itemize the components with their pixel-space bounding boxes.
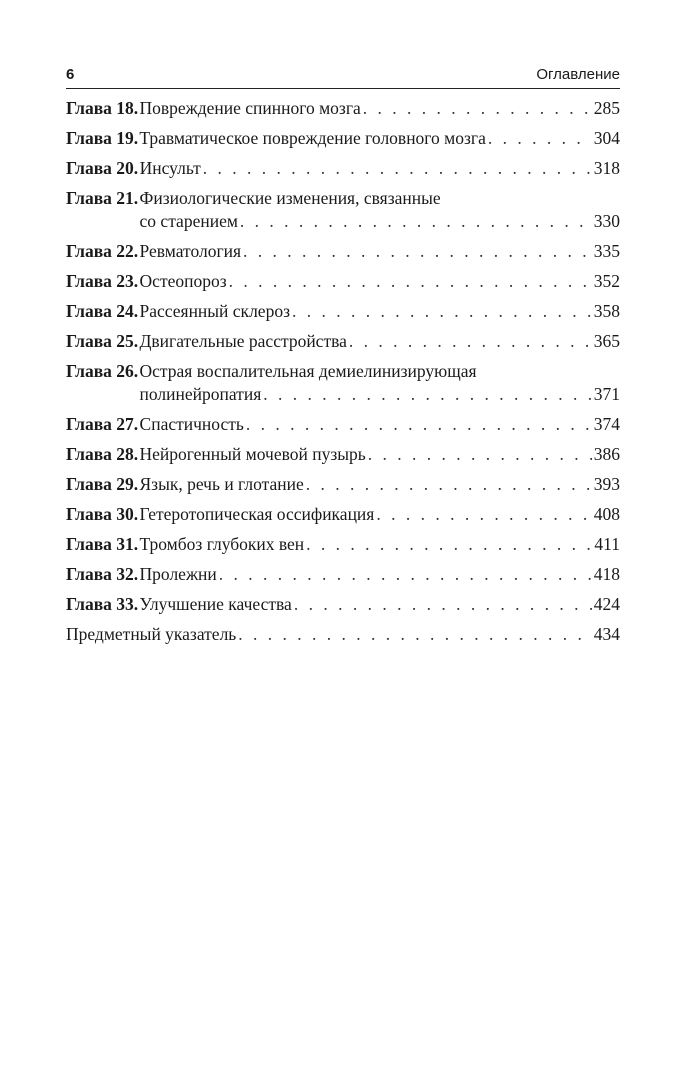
chapter-number: Глава 31. xyxy=(66,534,139,554)
toc-entry xyxy=(66,357,620,410)
entry-line xyxy=(139,533,620,556)
entry-body xyxy=(140,270,620,293)
entry-body xyxy=(140,240,620,263)
page-reference: 393 xyxy=(593,474,620,494)
dot-leader xyxy=(376,503,591,526)
chapter-title: Язык, речь и глотание xyxy=(139,474,304,494)
toc-entry xyxy=(66,530,620,560)
entry-line xyxy=(140,240,620,263)
entry-body xyxy=(66,623,620,646)
entry-line xyxy=(140,187,620,210)
entry-line xyxy=(139,330,620,353)
entry-line xyxy=(140,210,620,233)
entry-body xyxy=(139,473,620,496)
chapter-number: Глава 22. xyxy=(66,241,139,261)
dot-leader xyxy=(246,413,592,436)
table-of-contents xyxy=(66,94,620,650)
entry-body xyxy=(140,360,620,406)
page-reference: 318 xyxy=(593,158,620,178)
entry-line xyxy=(140,563,620,586)
running-header xyxy=(66,62,620,89)
chapter-title: Нейрогенный мочевой пузырь xyxy=(139,444,366,464)
page-reference: 365 xyxy=(593,331,620,351)
entry-body xyxy=(139,503,620,526)
chapter-number: Глава 32. xyxy=(66,564,139,584)
entry-body xyxy=(140,413,620,436)
toc-entry xyxy=(66,560,620,590)
page-number: 6 xyxy=(66,66,75,83)
entry-line xyxy=(139,97,620,120)
entry-body xyxy=(139,443,620,466)
entry-line xyxy=(140,270,620,293)
chapter-title: Двигательные расстройства xyxy=(139,331,347,351)
entry-line xyxy=(139,443,620,466)
toc-entry xyxy=(66,590,620,620)
chapter-title: Тромбоз глубоких вен xyxy=(139,534,305,554)
toc-entry xyxy=(66,297,620,327)
chapter-number: Глава 33. xyxy=(66,594,139,614)
dot-leader xyxy=(238,623,591,646)
chapter-number: Глава 19. xyxy=(66,128,139,148)
chapter-number: Глава 25. xyxy=(66,331,139,351)
chapter-title: Улучшение качества xyxy=(139,594,292,614)
dot-leader xyxy=(488,127,592,150)
entry-body xyxy=(139,97,620,120)
dot-leader xyxy=(306,473,592,496)
chapter-title: Физиологические изменения, связанные xyxy=(139,188,441,208)
chapter-number: Глава 18. xyxy=(66,98,139,118)
page-reference: 434 xyxy=(593,624,620,644)
chapter-title: Повреждение спинного мозга xyxy=(139,98,361,118)
entry-body xyxy=(140,563,620,586)
dot-leader xyxy=(368,443,592,466)
entry-line xyxy=(140,157,620,180)
chapter-number: Глава 26. xyxy=(66,361,139,381)
toc-entry xyxy=(66,500,620,530)
entry-body xyxy=(140,300,621,323)
chapter-title: Гетеротопическая оссификация xyxy=(139,504,375,524)
toc-entry xyxy=(66,237,620,267)
entry-body xyxy=(140,157,620,180)
toc-entry xyxy=(66,327,620,357)
chapter-title: Ревматология xyxy=(139,241,242,261)
running-title: Оглавление xyxy=(536,66,620,83)
dot-leader xyxy=(240,210,592,233)
entry-body xyxy=(139,330,620,353)
chapter-title: Инсульт xyxy=(139,158,201,178)
chapter-title: Предметный указатель xyxy=(66,624,237,644)
entry-body xyxy=(139,127,620,150)
entry-line xyxy=(139,503,620,526)
chapter-title: Остеопороз xyxy=(139,271,227,291)
entry-line xyxy=(140,413,620,436)
chapter-title: Пролежни xyxy=(139,564,217,584)
page-reference: 374 xyxy=(593,414,620,434)
entry-body xyxy=(139,533,620,556)
page-reference: 285 xyxy=(593,98,620,118)
entry-line xyxy=(139,593,620,616)
dot-leader xyxy=(349,330,592,353)
chapter-number: Глава 28. xyxy=(66,444,139,464)
dot-leader xyxy=(243,240,592,263)
toc-entry xyxy=(66,267,620,297)
page-reference: 330 xyxy=(593,211,620,231)
chapter-title: Рассеянный склероз xyxy=(139,301,290,321)
page-reference: 304 xyxy=(593,128,620,148)
entry-line xyxy=(66,623,620,646)
entry-line xyxy=(139,127,620,150)
chapter-title: со старением xyxy=(139,211,238,231)
chapter-number: Глава 24. xyxy=(66,301,139,321)
entry-line xyxy=(140,383,620,406)
page-reference: 352 xyxy=(593,271,620,291)
chapter-title: полинейропатия xyxy=(139,384,262,404)
entry-line xyxy=(140,300,621,323)
chapter-number: Глава 30. xyxy=(66,504,139,524)
dot-leader xyxy=(219,563,592,586)
page-reference: 386 xyxy=(593,444,620,464)
toc-entry xyxy=(66,94,620,124)
toc-entry xyxy=(66,410,620,440)
page-reference: 358 xyxy=(593,301,620,321)
chapter-number: Глава 27. xyxy=(66,414,139,434)
chapter-number: Глава 29. xyxy=(66,474,139,494)
page-reference: 424 xyxy=(593,594,620,614)
toc-entry xyxy=(66,470,620,500)
dot-leader xyxy=(292,300,592,323)
entry-body xyxy=(139,593,620,616)
toc-entry xyxy=(66,154,620,184)
chapter-title: Острая воспалительная демиелинизирующая xyxy=(139,361,477,381)
page-reference: 408 xyxy=(593,504,620,524)
toc-entry-index xyxy=(66,620,620,650)
dot-leader xyxy=(263,383,592,406)
entry-line xyxy=(140,360,620,383)
toc-entry xyxy=(66,124,620,154)
dot-leader xyxy=(229,270,592,293)
dot-leader xyxy=(294,593,592,616)
page-reference: 335 xyxy=(593,241,620,261)
toc-entry xyxy=(66,184,620,237)
chapter-title: Спастичность xyxy=(139,414,244,434)
dot-leader xyxy=(203,157,592,180)
toc-entry xyxy=(66,440,620,470)
dot-leader xyxy=(306,533,592,556)
entry-line xyxy=(139,473,620,496)
page-reference: 418 xyxy=(593,564,620,584)
chapter-title: Травматическое повреждение головного мозга xyxy=(139,128,486,148)
chapter-number: Глава 20. xyxy=(66,158,139,178)
page-reference: 411 xyxy=(594,534,620,554)
entry-body xyxy=(140,187,620,233)
chapter-number: Глава 21. xyxy=(66,188,139,208)
page-reference: 371 xyxy=(593,384,620,404)
chapter-number: Глава 23. xyxy=(66,271,139,291)
dot-leader xyxy=(363,97,592,120)
